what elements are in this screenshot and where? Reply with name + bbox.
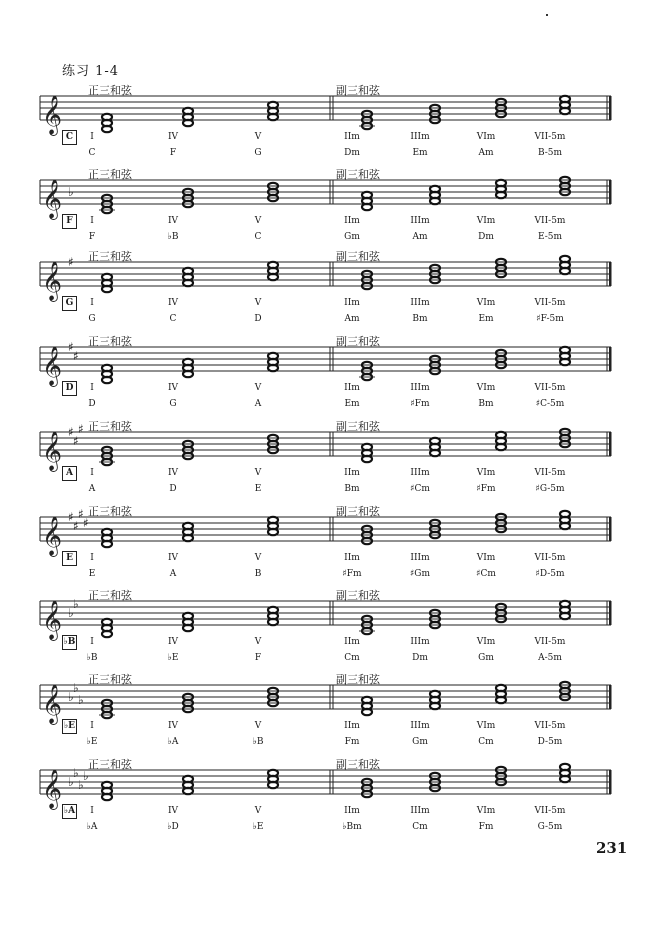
primary-triads-label: 正三和弦 xyxy=(88,168,132,181)
whole-note xyxy=(102,619,112,625)
roman-numeral: V xyxy=(254,721,262,731)
whole-note xyxy=(268,353,278,359)
secondary-triads-label: 副三和弦 xyxy=(336,250,380,263)
sharp-icon: ♯ xyxy=(73,349,79,363)
chord-name: ♭B xyxy=(86,653,98,663)
roman-numeral: I xyxy=(90,298,94,308)
staff-system xyxy=(40,177,612,220)
whole-note xyxy=(560,96,570,102)
whole-note xyxy=(560,256,570,262)
primary-triads-label: 正三和弦 xyxy=(88,589,132,602)
chord-name: C xyxy=(88,148,96,158)
key-box: A xyxy=(62,466,77,481)
key-box: ♭B xyxy=(62,635,77,650)
roman-numeral: V xyxy=(254,468,262,478)
key-box: G xyxy=(62,296,77,311)
roman-numeral: IV xyxy=(167,132,179,142)
secondary-triads-label: 副三和弦 xyxy=(336,758,380,771)
roman-numeral: IIIm xyxy=(410,637,430,647)
chord-name: E xyxy=(254,484,262,494)
flat-icon: ♭ xyxy=(73,597,79,611)
roman-numeral: VIm xyxy=(476,383,496,393)
whole-note xyxy=(560,601,570,607)
chord-name: F xyxy=(169,148,177,158)
primary-triads-label: 正三和弦 xyxy=(88,335,132,348)
whole-note xyxy=(496,180,506,186)
roman-numeral: VIm xyxy=(476,637,496,647)
sharp-icon: ♯ xyxy=(83,516,89,530)
treble-clef-icon: 𝄞 xyxy=(42,261,63,301)
treble-clef-icon: 𝄞 xyxy=(42,684,63,724)
roman-numeral: V xyxy=(254,216,262,226)
roman-numeral: VII-5m xyxy=(534,637,566,647)
chord-name: Dm xyxy=(478,232,494,242)
roman-numeral: VII-5m xyxy=(534,298,566,308)
chord-name: G-5m xyxy=(537,822,563,832)
roman-numeral: VIm xyxy=(476,298,496,308)
chord-name: Cm xyxy=(344,653,360,663)
chord-name: E-5m xyxy=(537,232,563,242)
key-box: C xyxy=(62,130,77,145)
flat-icon: ♭ xyxy=(68,775,74,789)
roman-numeral: I xyxy=(90,216,94,226)
roman-numeral: I xyxy=(90,553,94,563)
chord-name: Am xyxy=(412,232,428,242)
roman-numeral: VIm xyxy=(476,216,496,226)
whole-note xyxy=(430,186,440,192)
flat-icon: ♭ xyxy=(68,606,74,620)
chord-name: D xyxy=(88,399,96,409)
flat-icon: ♭ xyxy=(68,690,74,704)
primary-triads-label: 正三和弦 xyxy=(88,420,132,433)
whole-note xyxy=(496,685,506,691)
roman-numeral: I xyxy=(90,132,94,142)
flat-icon: ♭ xyxy=(73,766,79,780)
roman-numeral: IV xyxy=(167,216,179,226)
final-barline-thick xyxy=(609,770,612,794)
roman-numeral: IV xyxy=(167,383,179,393)
chord-name: Cm xyxy=(412,822,428,832)
chord-name: ♯F-5m xyxy=(536,314,564,324)
roman-numeral: V xyxy=(254,806,262,816)
secondary-triads-label: 副三和弦 xyxy=(336,84,380,97)
chord-name: F xyxy=(88,232,96,242)
roman-numeral: IIIm xyxy=(410,132,430,142)
chord-name: Cm xyxy=(478,737,494,747)
sharp-icon: ♯ xyxy=(73,519,79,533)
chord-name: D xyxy=(254,314,262,324)
roman-numeral: VIm xyxy=(476,721,496,731)
chord-name: ♭Bm xyxy=(342,822,362,832)
chord-name: G xyxy=(254,148,262,158)
whole-note xyxy=(102,529,112,535)
sharp-icon: ♯ xyxy=(73,434,79,448)
flat-icon: ♭ xyxy=(78,693,84,707)
whole-note xyxy=(183,359,193,365)
primary-triads-label: 正三和弦 xyxy=(88,673,132,686)
flat-icon: ♭ xyxy=(68,185,74,199)
roman-numeral: IIIm xyxy=(410,298,430,308)
chord-name: ♯C-5m xyxy=(535,399,565,409)
roman-numeral: VIm xyxy=(476,553,496,563)
whole-note xyxy=(362,192,372,198)
chord-name: D-5m xyxy=(537,737,563,747)
chord-name: Fm xyxy=(344,737,360,747)
primary-triads-label: 正三和弦 xyxy=(88,505,132,518)
roman-numeral: IIm xyxy=(344,721,360,731)
sharp-icon: ♯ xyxy=(68,340,74,354)
primary-triads-label: 正三和弦 xyxy=(88,84,132,97)
whole-note xyxy=(102,114,112,120)
chord-name: ♯G-5m xyxy=(535,484,565,494)
chord-name: Dm xyxy=(344,148,360,158)
chord-name: Gm xyxy=(478,653,494,663)
secondary-triads-label: 副三和弦 xyxy=(336,420,380,433)
roman-numeral: IIIm xyxy=(410,383,430,393)
chord-name: A xyxy=(88,484,96,494)
flat-icon: ♭ xyxy=(83,769,89,783)
treble-clef-icon: 𝄞 xyxy=(42,431,63,471)
chord-name: Bm xyxy=(412,314,428,324)
chord-name: ♭A xyxy=(167,737,179,747)
chord-name: Em xyxy=(412,148,428,158)
staff-system xyxy=(40,95,612,136)
whole-note xyxy=(183,776,193,782)
chord-name: ♭E xyxy=(252,822,264,832)
chord-name: ♭B xyxy=(167,232,179,242)
roman-numeral: VII-5m xyxy=(534,468,566,478)
flat-icon: ♭ xyxy=(73,681,79,695)
whole-note xyxy=(560,511,570,517)
roman-numeral: V xyxy=(254,298,262,308)
chord-name: G xyxy=(169,399,177,409)
roman-numeral: IV xyxy=(167,806,179,816)
roman-numeral: IIm xyxy=(344,298,360,308)
roman-numeral: I xyxy=(90,383,94,393)
secondary-triads-label: 副三和弦 xyxy=(336,335,380,348)
treble-clef-icon: 𝄞 xyxy=(42,95,63,135)
final-barline-thick xyxy=(609,517,612,541)
whole-note xyxy=(268,607,278,613)
treble-clef-icon: 𝄞 xyxy=(42,346,63,386)
roman-numeral: IV xyxy=(167,468,179,478)
whole-note xyxy=(183,523,193,529)
roman-numeral: IV xyxy=(167,553,179,563)
roman-numeral: VII-5m xyxy=(534,553,566,563)
chord-name: Gm xyxy=(412,737,428,747)
primary-triads-label: 正三和弦 xyxy=(88,250,132,263)
chord-name: F xyxy=(254,653,262,663)
chord-name: Gm xyxy=(344,232,360,242)
whole-note xyxy=(268,102,278,108)
chord-name: ♭A xyxy=(86,822,98,832)
primary-triads-label: 正三和弦 xyxy=(88,758,132,771)
final-barline-thick xyxy=(609,347,612,371)
secondary-triads-label: 副三和弦 xyxy=(336,168,380,181)
chord-name: Dm xyxy=(412,653,428,663)
whole-note xyxy=(183,268,193,274)
roman-numeral: IIm xyxy=(344,383,360,393)
sharp-icon: ♯ xyxy=(68,425,74,439)
whole-note xyxy=(268,770,278,776)
key-box: ♭E xyxy=(62,719,77,734)
final-barline-thick xyxy=(609,180,612,204)
whole-note xyxy=(268,262,278,268)
whole-note xyxy=(496,432,506,438)
chord-name: B xyxy=(254,569,262,579)
chord-name: ♯Fm xyxy=(342,569,362,579)
treble-clef-icon: 𝄞 xyxy=(42,769,63,809)
sharp-icon: ♯ xyxy=(68,510,74,524)
whole-note xyxy=(102,782,112,788)
flat-icon: ♭ xyxy=(78,778,84,792)
roman-numeral: V xyxy=(254,383,262,393)
roman-numeral: IIIm xyxy=(410,216,430,226)
whole-note xyxy=(560,347,570,353)
roman-numeral: IIIm xyxy=(410,806,430,816)
key-box: F xyxy=(62,214,77,229)
whole-note xyxy=(560,764,570,770)
chord-name: ♯Cm xyxy=(410,484,430,494)
whole-note xyxy=(362,444,372,450)
chord-name: Am xyxy=(478,148,494,158)
secondary-triads-label: 副三和弦 xyxy=(336,589,380,602)
exercise-title: 练习 1-4 xyxy=(62,64,120,79)
final-barline-thick xyxy=(609,96,612,120)
roman-numeral: IIIm xyxy=(410,553,430,563)
key-box: E xyxy=(62,551,77,566)
staff-system xyxy=(40,681,612,725)
chord-name: Fm xyxy=(478,822,494,832)
roman-numeral: IIm xyxy=(344,806,360,816)
chord-name: ♯Fm xyxy=(410,399,430,409)
roman-numeral: IIm xyxy=(344,468,360,478)
treble-clef-icon: 𝄞 xyxy=(42,179,63,219)
chord-name: G xyxy=(88,314,96,324)
chord-name: C xyxy=(254,232,262,242)
roman-numeral: VIm xyxy=(476,806,496,816)
whole-note xyxy=(430,691,440,697)
roman-numeral: IIIm xyxy=(410,721,430,731)
chord-name: Bm xyxy=(344,484,360,494)
roman-numeral: I xyxy=(90,806,94,816)
secondary-triads-label: 副三和弦 xyxy=(336,673,380,686)
whole-note xyxy=(102,274,112,280)
roman-numeral: VII-5m xyxy=(534,132,566,142)
chord-name: ♭E xyxy=(167,653,179,663)
whole-note xyxy=(268,517,278,523)
chord-name: D xyxy=(169,484,177,494)
roman-numeral: IV xyxy=(167,637,179,647)
roman-numeral: IIm xyxy=(344,553,360,563)
key-box: D xyxy=(62,381,77,396)
roman-numeral: I xyxy=(90,721,94,731)
roman-numeral: IIIm xyxy=(410,468,430,478)
whole-note xyxy=(183,108,193,114)
sharp-icon: ♯ xyxy=(78,507,84,521)
chord-name: ♭E xyxy=(86,737,98,747)
roman-numeral: VII-5m xyxy=(534,721,566,731)
whole-note xyxy=(102,365,112,371)
roman-numeral: IIm xyxy=(344,637,360,647)
secondary-triads-label: 副三和弦 xyxy=(336,505,380,518)
chord-name: C xyxy=(169,314,177,324)
roman-numeral: V xyxy=(254,637,262,647)
chord-name: ♯Cm xyxy=(476,569,496,579)
staff-system xyxy=(40,597,612,641)
treble-clef-icon: 𝄞 xyxy=(42,600,63,640)
roman-numeral: IIm xyxy=(344,216,360,226)
chord-name: A xyxy=(169,569,177,579)
chord-name: Em xyxy=(478,314,494,324)
chord-name: A xyxy=(254,399,262,409)
roman-numeral: VII-5m xyxy=(534,806,566,816)
key-box: ♭A xyxy=(62,804,77,819)
page-number: 231 xyxy=(596,839,628,857)
chord-name: Em xyxy=(344,399,360,409)
chord-name: Am xyxy=(344,314,360,324)
chord-name: E xyxy=(88,569,96,579)
roman-numeral: VII-5m xyxy=(534,216,566,226)
chord-name: ♯D-5m xyxy=(535,569,565,579)
chord-name: A-5m xyxy=(538,653,562,663)
sharp-icon: ♯ xyxy=(68,255,74,269)
roman-numeral: VIm xyxy=(476,468,496,478)
chord-name: ♯Fm xyxy=(476,484,496,494)
roman-numeral: V xyxy=(254,132,262,142)
roman-numeral: I xyxy=(90,468,94,478)
whole-note xyxy=(362,697,372,703)
roman-numeral: VII-5m xyxy=(534,383,566,393)
roman-numeral: IV xyxy=(167,298,179,308)
chord-name: ♯Gm xyxy=(409,569,431,579)
roman-numeral: V xyxy=(254,553,262,563)
final-barline-thick xyxy=(609,601,612,625)
final-barline-thick xyxy=(609,432,612,456)
whole-note xyxy=(430,438,440,444)
whole-note xyxy=(183,613,193,619)
chord-name: ♭D xyxy=(167,822,179,832)
chord-name: ♭B xyxy=(252,737,264,747)
treble-clef-icon: 𝄞 xyxy=(42,516,63,556)
chord-name: B-5m xyxy=(537,148,563,158)
chord-name: Bm xyxy=(478,399,494,409)
final-barline-thick xyxy=(609,685,612,709)
sharp-icon: ♯ xyxy=(78,422,84,436)
roman-numeral: IIm xyxy=(344,132,360,142)
roman-numeral: VIm xyxy=(476,132,496,142)
roman-numeral: I xyxy=(90,637,94,647)
roman-numeral: IV xyxy=(167,721,179,731)
final-barline-thick xyxy=(609,262,612,286)
